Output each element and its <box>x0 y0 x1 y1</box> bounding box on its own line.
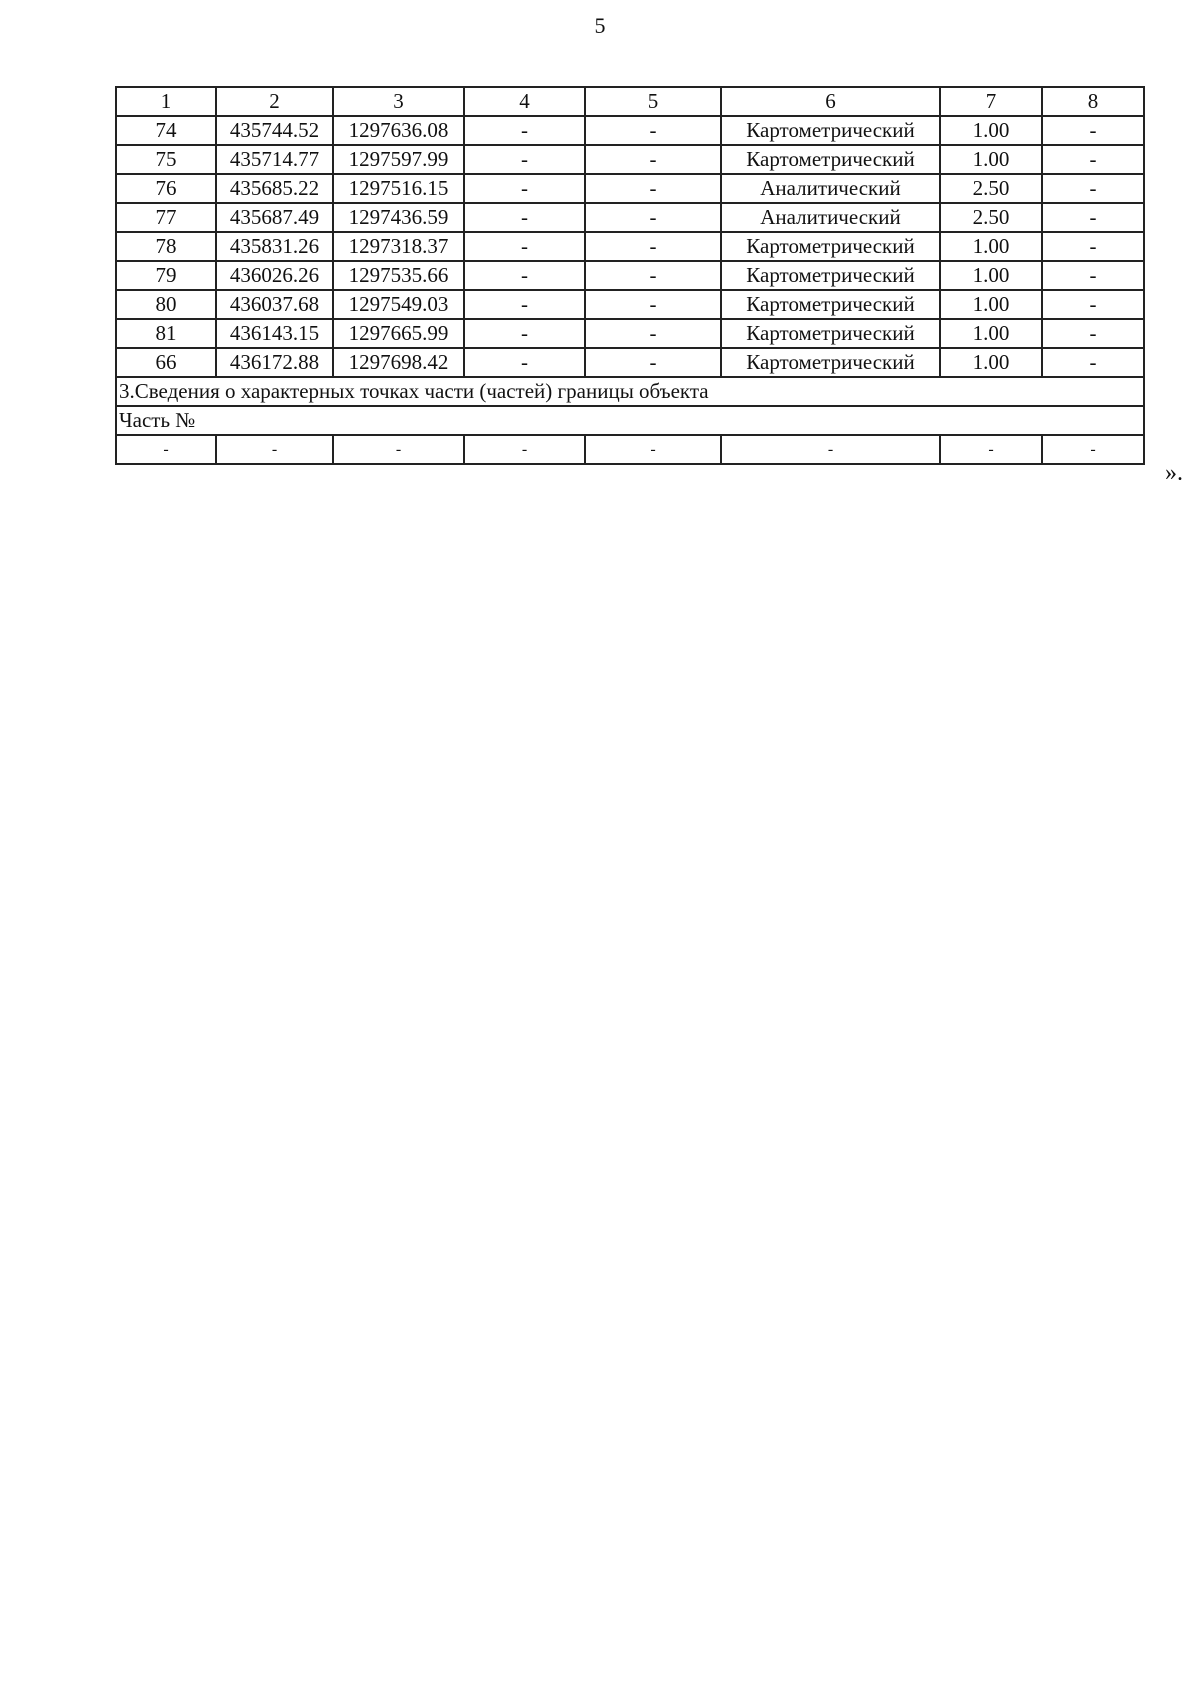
table-cell: - <box>1042 145 1144 174</box>
table-cell: - <box>464 232 585 261</box>
table-row <box>116 319 1144 348</box>
table-cell: - <box>721 435 940 464</box>
table-cell: - <box>464 319 585 348</box>
method-cell: Картометрический <box>721 290 940 319</box>
accuracy-cell: 1.00 <box>940 319 1042 348</box>
header-cell: 7 <box>940 87 1042 116</box>
method-cell: Картометрический <box>721 145 940 174</box>
table-cell: - <box>585 232 721 261</box>
section-title: 3.Сведения о характерных точках части (частей) границы объекта <box>116 377 1144 406</box>
accuracy-cell: 1.00 <box>940 116 1042 145</box>
header-cell: 2 <box>216 87 333 116</box>
table-cell: - <box>464 116 585 145</box>
table-cell: - <box>585 145 721 174</box>
table-row <box>116 203 1144 232</box>
page-number: 5 <box>594 13 606 38</box>
header-cell: 3 <box>333 87 464 116</box>
empty-part-row <box>116 435 1144 464</box>
table-cell: - <box>1042 203 1144 232</box>
point-number-cell: 81 <box>116 319 216 348</box>
y-coordinate-cell: 1297665.99 <box>333 319 464 348</box>
table-cell: - <box>1042 116 1144 145</box>
point-number-cell: 76 <box>116 174 216 203</box>
point-number-cell: 66 <box>116 348 216 377</box>
accuracy-cell: 1.00 <box>940 145 1042 174</box>
accuracy-cell: 2.50 <box>940 174 1042 203</box>
table-cell: - <box>464 435 585 464</box>
table-cell: - <box>585 174 721 203</box>
table-cell: - <box>116 435 216 464</box>
table-cell: - <box>585 290 721 319</box>
table-row <box>116 232 1144 261</box>
table-cell: - <box>1042 261 1144 290</box>
table-cell: - <box>585 261 721 290</box>
method-cell: Картометрический <box>721 232 940 261</box>
table-cell: - <box>585 203 721 232</box>
x-coordinate-cell: 435831.26 <box>216 232 333 261</box>
method-cell: Картометрический <box>721 348 940 377</box>
x-coordinate-cell: 435744.52 <box>216 116 333 145</box>
method-cell: Аналитический <box>721 174 940 203</box>
point-number-cell: 79 <box>116 261 216 290</box>
y-coordinate-cell: 1297318.37 <box>333 232 464 261</box>
y-coordinate-cell: 1297636.08 <box>333 116 464 145</box>
table-cell: - <box>1042 348 1144 377</box>
point-number-cell: 75 <box>116 145 216 174</box>
y-coordinate-cell: 1297549.03 <box>333 290 464 319</box>
table-row <box>116 348 1144 377</box>
table-row <box>116 261 1144 290</box>
point-number-cell: 74 <box>116 116 216 145</box>
table-cell: - <box>585 348 721 377</box>
y-coordinate-cell: 1297597.99 <box>333 145 464 174</box>
table-cell: - <box>1042 174 1144 203</box>
table-row <box>116 174 1144 203</box>
table-row <box>116 116 1144 145</box>
x-coordinate-cell: 436172.88 <box>216 348 333 377</box>
table-cell: - <box>216 435 333 464</box>
header-cell: 6 <box>721 87 940 116</box>
method-cell: Картометрический <box>721 319 940 348</box>
point-number-cell: 80 <box>116 290 216 319</box>
x-coordinate-cell: 436037.68 <box>216 290 333 319</box>
x-coordinate-cell: 435687.49 <box>216 203 333 232</box>
y-coordinate-cell: 1297436.59 <box>333 203 464 232</box>
table-cell: - <box>585 435 721 464</box>
section-title-row <box>116 377 1144 406</box>
accuracy-cell: 2.50 <box>940 203 1042 232</box>
table-row <box>116 290 1144 319</box>
table-cell: - <box>464 290 585 319</box>
table-cell: - <box>464 174 585 203</box>
coordinates-table-wrapper <box>115 86 1145 465</box>
method-cell: Картометрический <box>721 116 940 145</box>
accuracy-cell: 1.00 <box>940 348 1042 377</box>
point-number-cell: 77 <box>116 203 216 232</box>
y-coordinate-cell: 1297516.15 <box>333 174 464 203</box>
header-cell: 8 <box>1042 87 1144 116</box>
table-cell: - <box>585 319 721 348</box>
method-cell: Картометрический <box>721 261 940 290</box>
table-cell: - <box>464 348 585 377</box>
point-number-cell: 78 <box>116 232 216 261</box>
table-cell: - <box>940 435 1042 464</box>
table-cell: - <box>585 116 721 145</box>
table-cell: - <box>464 261 585 290</box>
table-header-row <box>116 87 1144 116</box>
x-coordinate-cell: 435685.22 <box>216 174 333 203</box>
table-cell: - <box>1042 319 1144 348</box>
header-cell: 4 <box>464 87 585 116</box>
y-coordinate-cell: 1297698.42 <box>333 348 464 377</box>
accuracy-cell: 1.00 <box>940 232 1042 261</box>
closing-quote-mark: ». <box>1165 460 1183 486</box>
header-cell: 1 <box>116 87 216 116</box>
method-cell: Аналитический <box>721 203 940 232</box>
table-cell: - <box>464 145 585 174</box>
table-row <box>116 145 1144 174</box>
accuracy-cell: 1.00 <box>940 290 1042 319</box>
table-cell: - <box>1042 232 1144 261</box>
header-cell: 5 <box>585 87 721 116</box>
coordinates-table <box>115 86 1145 465</box>
table-cell: - <box>1042 290 1144 319</box>
x-coordinate-cell: 436026.26 <box>216 261 333 290</box>
part-label-row <box>116 406 1144 435</box>
table-cell: - <box>464 203 585 232</box>
x-coordinate-cell: 436143.15 <box>216 319 333 348</box>
table-cell: - <box>333 435 464 464</box>
y-coordinate-cell: 1297535.66 <box>333 261 464 290</box>
accuracy-cell: 1.00 <box>940 261 1042 290</box>
part-label: Часть № <box>116 406 1144 435</box>
x-coordinate-cell: 435714.77 <box>216 145 333 174</box>
table-cell: - <box>1042 435 1144 464</box>
